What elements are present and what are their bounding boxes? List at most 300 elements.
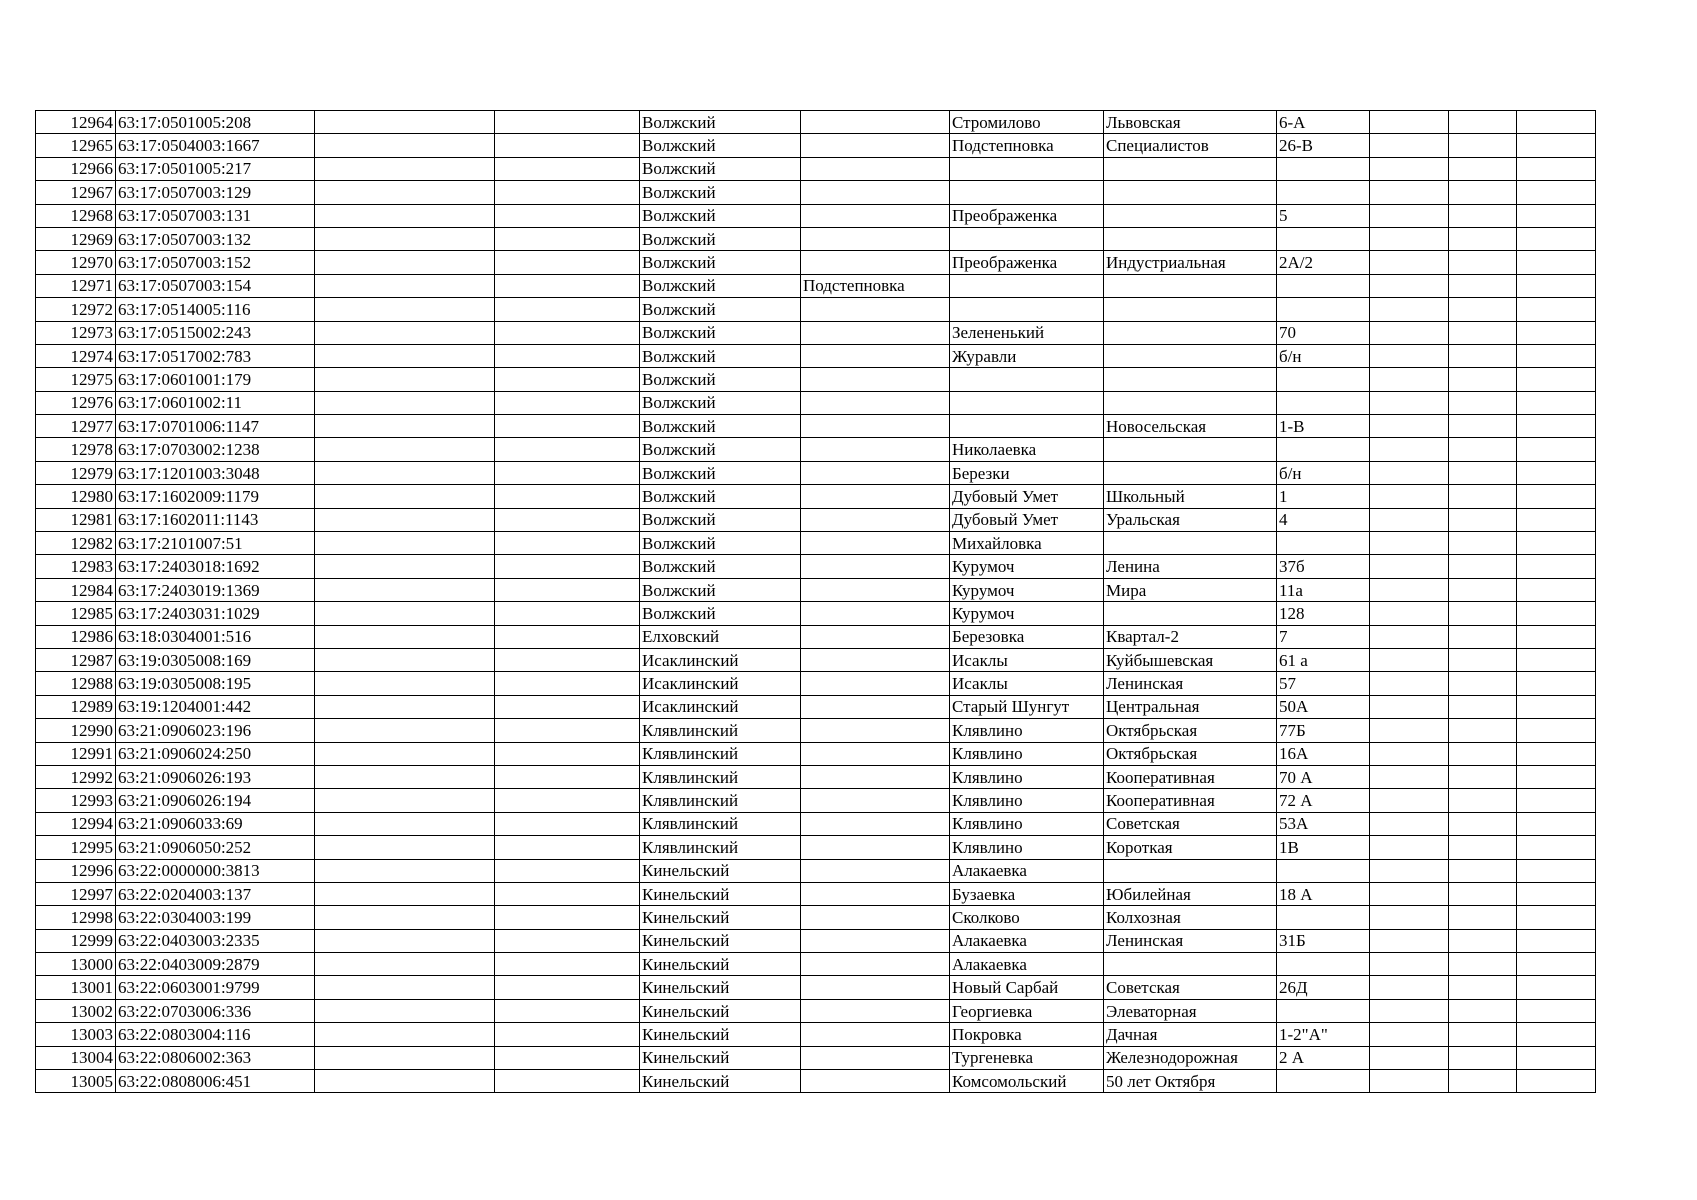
cell-num: 12986 <box>36 625 116 648</box>
cell-c12 <box>1517 906 1596 929</box>
cell-street: Индустриальная <box>1104 251 1277 274</box>
cell-street: Мира <box>1104 578 1277 601</box>
cell-district: Кинельский <box>640 1023 801 1046</box>
cell-num: 12987 <box>36 648 116 671</box>
cell-c12 <box>1517 227 1596 250</box>
cell-street <box>1104 859 1277 882</box>
cell-settlement: Клявлино <box>950 789 1104 812</box>
cell-cadastral: 63:18:0304001:516 <box>116 625 315 648</box>
cell-street: Кооперативная <box>1104 789 1277 812</box>
cell-num: 12983 <box>36 555 116 578</box>
cell-house: 70 <box>1277 321 1370 344</box>
cell-c3 <box>315 204 495 227</box>
cell-cadastral: 63:17:0601002:11 <box>116 391 315 414</box>
cell-settlement: Клявлино <box>950 812 1104 835</box>
table-row <box>36 298 1596 321</box>
cell-c11 <box>1449 648 1517 671</box>
table-row <box>36 1023 1596 1046</box>
table-row <box>36 181 1596 204</box>
cell-cadastral: 63:22:0703006:336 <box>116 999 315 1022</box>
table-row <box>36 555 1596 578</box>
cell-c11 <box>1449 976 1517 999</box>
cell-cadastral: 63:17:2101007:51 <box>116 532 315 555</box>
cell-house <box>1277 532 1370 555</box>
cell-c11 <box>1449 508 1517 531</box>
cell-c11 <box>1449 298 1517 321</box>
cell-district: Елховский <box>640 625 801 648</box>
cell-c6 <box>801 485 950 508</box>
cell-c3 <box>315 111 495 134</box>
cell-settlement: Курумоч <box>950 578 1104 601</box>
cell-c6 <box>801 672 950 695</box>
cell-settlement: Стромилово <box>950 111 1104 134</box>
cell-district: Кинельский <box>640 999 801 1022</box>
cell-c12 <box>1517 1070 1596 1093</box>
cell-street: Колхозная <box>1104 906 1277 929</box>
cell-c4 <box>495 789 640 812</box>
cell-c6 <box>801 648 950 671</box>
cell-c4 <box>495 461 640 484</box>
cell-c4 <box>495 555 640 578</box>
cell-district: Кинельский <box>640 1046 801 1069</box>
cell-street: Уральская <box>1104 508 1277 531</box>
cell-c10 <box>1370 555 1449 578</box>
cell-cadastral: 63:22:0000000:3813 <box>116 859 315 882</box>
cell-c3 <box>315 648 495 671</box>
cell-cadastral: 63:19:1204001:442 <box>116 695 315 718</box>
cell-c3 <box>315 391 495 414</box>
cell-c4 <box>495 532 640 555</box>
cell-c6 <box>801 578 950 601</box>
cell-c10 <box>1370 438 1449 461</box>
cell-settlement: Алакаевка <box>950 953 1104 976</box>
cell-cadastral: 63:17:0501005:217 <box>116 157 315 180</box>
cell-c6 <box>801 415 950 438</box>
cell-house: 72 А <box>1277 789 1370 812</box>
cell-house: 77Б <box>1277 719 1370 742</box>
cell-c6 <box>801 1023 950 1046</box>
cell-num: 12973 <box>36 321 116 344</box>
cell-c10 <box>1370 999 1449 1022</box>
cell-district: Кинельский <box>640 906 801 929</box>
cell-c3 <box>315 415 495 438</box>
cell-c12 <box>1517 695 1596 718</box>
cell-c11 <box>1449 625 1517 648</box>
cell-c4 <box>495 672 640 695</box>
cell-c3 <box>315 134 495 157</box>
cell-cadastral: 63:22:0403003:2335 <box>116 929 315 952</box>
cell-num: 12985 <box>36 602 116 625</box>
cell-num: 12969 <box>36 227 116 250</box>
cell-num: 13003 <box>36 1023 116 1046</box>
cell-c11 <box>1449 111 1517 134</box>
cell-num: 12978 <box>36 438 116 461</box>
cell-num: 13000 <box>36 953 116 976</box>
table-row <box>36 812 1596 835</box>
cell-settlement: Новый Сарбай <box>950 976 1104 999</box>
cell-num: 12996 <box>36 859 116 882</box>
cell-c3 <box>315 578 495 601</box>
cell-c6 <box>801 765 950 788</box>
cell-c6 <box>801 204 950 227</box>
data-table <box>35 110 1596 1093</box>
cell-c12 <box>1517 812 1596 835</box>
table-row <box>36 625 1596 648</box>
cell-c11 <box>1449 251 1517 274</box>
cell-street <box>1104 321 1277 344</box>
table-row <box>36 882 1596 905</box>
cell-district: Волжский <box>640 274 801 297</box>
cell-c10 <box>1370 508 1449 531</box>
cell-cadastral: 63:22:0403009:2879 <box>116 953 315 976</box>
cell-c12 <box>1517 532 1596 555</box>
cell-settlement: Дубовый Умет <box>950 485 1104 508</box>
cell-c12 <box>1517 648 1596 671</box>
cell-c11 <box>1449 999 1517 1022</box>
cell-house: 1 <box>1277 485 1370 508</box>
cell-cadastral: 63:22:0304003:199 <box>116 906 315 929</box>
cell-cadastral: 63:17:0703002:1238 <box>116 438 315 461</box>
cell-cadastral: 63:17:1602009:1179 <box>116 485 315 508</box>
cell-c12 <box>1517 602 1596 625</box>
cell-c12 <box>1517 999 1596 1022</box>
cell-cadastral: 63:21:0906024:250 <box>116 742 315 765</box>
cell-house: 53А <box>1277 812 1370 835</box>
cell-c12 <box>1517 953 1596 976</box>
cell-num: 12994 <box>36 812 116 835</box>
cell-num: 12984 <box>36 578 116 601</box>
cell-street: Советская <box>1104 812 1277 835</box>
cell-house: 16А <box>1277 742 1370 765</box>
cell-district: Кинельский <box>640 882 801 905</box>
cell-c11 <box>1449 882 1517 905</box>
cell-house: б/н <box>1277 461 1370 484</box>
cell-district: Волжский <box>640 134 801 157</box>
cell-street <box>1104 227 1277 250</box>
cell-district: Волжский <box>640 532 801 555</box>
table-row <box>36 1046 1596 1069</box>
cell-c10 <box>1370 578 1449 601</box>
cell-c4 <box>495 648 640 671</box>
cell-c11 <box>1449 765 1517 788</box>
cell-c6: Подстепновка <box>801 274 950 297</box>
cell-house: 26Д <box>1277 976 1370 999</box>
cell-c11 <box>1449 953 1517 976</box>
cell-c3 <box>315 461 495 484</box>
cell-cadastral: 63:22:0806002:363 <box>116 1046 315 1069</box>
cell-cadastral: 63:17:2403018:1692 <box>116 555 315 578</box>
cell-c6 <box>801 836 950 859</box>
cell-cadastral: 63:17:2403019:1369 <box>116 578 315 601</box>
table-row <box>36 578 1596 601</box>
cell-c4 <box>495 953 640 976</box>
cell-house <box>1277 298 1370 321</box>
cell-c11 <box>1449 602 1517 625</box>
cell-c6 <box>801 953 950 976</box>
cell-c3 <box>315 672 495 695</box>
cell-c11 <box>1449 929 1517 952</box>
cell-c12 <box>1517 321 1596 344</box>
cell-c4 <box>495 836 640 859</box>
cell-settlement <box>950 274 1104 297</box>
cell-cadastral: 63:17:0507003:132 <box>116 227 315 250</box>
cell-district: Кинельский <box>640 953 801 976</box>
cell-c4 <box>495 204 640 227</box>
cell-c12 <box>1517 882 1596 905</box>
cell-district: Кинельский <box>640 1070 801 1093</box>
cell-c11 <box>1449 695 1517 718</box>
cell-district: Исаклинский <box>640 672 801 695</box>
cell-c11 <box>1449 368 1517 391</box>
cell-cadastral: 63:21:0906050:252 <box>116 836 315 859</box>
cell-c12 <box>1517 204 1596 227</box>
cell-c10 <box>1370 906 1449 929</box>
cell-c11 <box>1449 555 1517 578</box>
cell-c4 <box>495 812 640 835</box>
cell-c12 <box>1517 438 1596 461</box>
cell-c12 <box>1517 134 1596 157</box>
cell-house <box>1277 181 1370 204</box>
cell-c10 <box>1370 648 1449 671</box>
table-row <box>36 344 1596 367</box>
cell-c4 <box>495 742 640 765</box>
cell-c4 <box>495 695 640 718</box>
cell-district: Клявлинский <box>640 719 801 742</box>
cell-c6 <box>801 906 950 929</box>
cell-c10 <box>1370 415 1449 438</box>
cell-num: 13004 <box>36 1046 116 1069</box>
cell-street <box>1104 298 1277 321</box>
cell-district: Волжский <box>640 485 801 508</box>
cell-num: 12998 <box>36 906 116 929</box>
cell-num: 12991 <box>36 742 116 765</box>
cell-street: Куйбышевская <box>1104 648 1277 671</box>
cell-cadastral: 63:17:0701006:1147 <box>116 415 315 438</box>
cell-cadastral: 63:17:0507003:131 <box>116 204 315 227</box>
cell-house <box>1277 859 1370 882</box>
cell-settlement: Зелененький <box>950 321 1104 344</box>
cell-c10 <box>1370 344 1449 367</box>
cell-c10 <box>1370 134 1449 157</box>
table-row <box>36 532 1596 555</box>
cell-c3 <box>315 298 495 321</box>
cell-settlement: Михайловка <box>950 532 1104 555</box>
table-row <box>36 836 1596 859</box>
cell-district: Клявлинский <box>640 742 801 765</box>
cell-c10 <box>1370 1046 1449 1069</box>
cell-c11 <box>1449 157 1517 180</box>
cell-c12 <box>1517 157 1596 180</box>
cell-street: Центральная <box>1104 695 1277 718</box>
table-row <box>36 648 1596 671</box>
cell-street: Школьный <box>1104 485 1277 508</box>
table-row <box>36 859 1596 882</box>
cell-c6 <box>801 438 950 461</box>
cell-street <box>1104 344 1277 367</box>
cell-c3 <box>315 532 495 555</box>
cell-c10 <box>1370 672 1449 695</box>
cell-district: Волжский <box>640 204 801 227</box>
cell-num: 12979 <box>36 461 116 484</box>
cell-c10 <box>1370 461 1449 484</box>
cell-street <box>1104 391 1277 414</box>
cell-settlement: Преображенка <box>950 251 1104 274</box>
cell-cadastral: 63:17:0507003:154 <box>116 274 315 297</box>
cell-settlement <box>950 391 1104 414</box>
cell-district: Волжский <box>640 555 801 578</box>
cell-c12 <box>1517 344 1596 367</box>
cell-c3 <box>315 508 495 531</box>
cell-c6 <box>801 321 950 344</box>
cell-street <box>1104 204 1277 227</box>
cell-c3 <box>315 953 495 976</box>
cell-settlement: Георгиевка <box>950 999 1104 1022</box>
cell-c11 <box>1449 415 1517 438</box>
cell-c4 <box>495 321 640 344</box>
cell-c3 <box>315 1023 495 1046</box>
cell-district: Волжский <box>640 251 801 274</box>
cell-settlement: Журавли <box>950 344 1104 367</box>
cell-c6 <box>801 695 950 718</box>
cell-c3 <box>315 344 495 367</box>
cell-settlement: Николаевка <box>950 438 1104 461</box>
cell-c11 <box>1449 438 1517 461</box>
cell-c11 <box>1449 532 1517 555</box>
cell-house <box>1277 391 1370 414</box>
table-row <box>36 461 1596 484</box>
cell-c6 <box>801 882 950 905</box>
cell-settlement: Алакаевка <box>950 929 1104 952</box>
cell-c10 <box>1370 976 1449 999</box>
cell-cadastral: 63:19:0305008:195 <box>116 672 315 695</box>
cell-num: 13002 <box>36 999 116 1022</box>
cell-c4 <box>495 344 640 367</box>
cell-settlement <box>950 181 1104 204</box>
cell-house: 2 А <box>1277 1046 1370 1069</box>
cell-settlement: Клявлино <box>950 719 1104 742</box>
cell-num: 12970 <box>36 251 116 274</box>
cell-num: 12992 <box>36 765 116 788</box>
cell-settlement: Преображенка <box>950 204 1104 227</box>
table-row <box>36 906 1596 929</box>
cell-district: Клявлинский <box>640 789 801 812</box>
cell-settlement: Старый Шунгут <box>950 695 1104 718</box>
cell-num: 12966 <box>36 157 116 180</box>
cell-settlement: Березки <box>950 461 1104 484</box>
table-row <box>36 438 1596 461</box>
cell-c12 <box>1517 719 1596 742</box>
cell-settlement: Алакаевка <box>950 859 1104 882</box>
table-row <box>36 111 1596 134</box>
cell-district: Волжский <box>640 321 801 344</box>
cell-house: 37б <box>1277 555 1370 578</box>
cell-district: Исаклинский <box>640 648 801 671</box>
cell-street: 50 лет Октября <box>1104 1070 1277 1093</box>
cell-settlement: Исаклы <box>950 672 1104 695</box>
cell-c10 <box>1370 719 1449 742</box>
cell-c4 <box>495 298 640 321</box>
cell-c6 <box>801 625 950 648</box>
cell-c10 <box>1370 929 1449 952</box>
cell-street: Ленинская <box>1104 672 1277 695</box>
cell-num: 13005 <box>36 1070 116 1093</box>
cell-c12 <box>1517 1046 1596 1069</box>
cell-house <box>1277 906 1370 929</box>
cell-c10 <box>1370 836 1449 859</box>
cell-settlement: Клявлино <box>950 765 1104 788</box>
cell-c10 <box>1370 204 1449 227</box>
cell-c10 <box>1370 695 1449 718</box>
cell-c12 <box>1517 929 1596 952</box>
cell-c4 <box>495 508 640 531</box>
cell-c6 <box>801 859 950 882</box>
cell-settlement: Клявлино <box>950 836 1104 859</box>
cell-c3 <box>315 602 495 625</box>
cell-street: Октябрьская <box>1104 742 1277 765</box>
cell-house: 57 <box>1277 672 1370 695</box>
cell-house: 1-В <box>1277 415 1370 438</box>
cell-num: 12965 <box>36 134 116 157</box>
cell-c11 <box>1449 181 1517 204</box>
table-row <box>36 976 1596 999</box>
cell-house: 7 <box>1277 625 1370 648</box>
cell-num: 12990 <box>36 719 116 742</box>
table-body <box>36 111 1596 1093</box>
cell-c3 <box>315 1046 495 1069</box>
cell-c10 <box>1370 485 1449 508</box>
table-row <box>36 929 1596 952</box>
cell-district: Клявлинский <box>640 836 801 859</box>
cell-c4 <box>495 602 640 625</box>
cell-c11 <box>1449 719 1517 742</box>
cell-district: Волжский <box>640 461 801 484</box>
cell-settlement <box>950 157 1104 180</box>
cell-cadastral: 63:21:0906026:193 <box>116 765 315 788</box>
cell-c3 <box>315 812 495 835</box>
cell-c11 <box>1449 1023 1517 1046</box>
cell-c6 <box>801 227 950 250</box>
cell-house <box>1277 368 1370 391</box>
cell-c3 <box>315 695 495 718</box>
cell-district: Волжский <box>640 181 801 204</box>
cell-house: 18 А <box>1277 882 1370 905</box>
table-row <box>36 134 1596 157</box>
cell-c6 <box>801 391 950 414</box>
cell-c6 <box>801 555 950 578</box>
cell-c6 <box>801 929 950 952</box>
cell-c6 <box>801 134 950 157</box>
cell-c10 <box>1370 298 1449 321</box>
cell-c10 <box>1370 321 1449 344</box>
table-row <box>36 227 1596 250</box>
table-row <box>36 999 1596 1022</box>
cell-house: 2А/2 <box>1277 251 1370 274</box>
cell-c12 <box>1517 181 1596 204</box>
cell-c3 <box>315 181 495 204</box>
cell-settlement: Курумоч <box>950 602 1104 625</box>
cell-c6 <box>801 532 950 555</box>
cell-house: 1В <box>1277 836 1370 859</box>
cell-settlement <box>950 227 1104 250</box>
cell-num: 12967 <box>36 181 116 204</box>
cell-c4 <box>495 765 640 788</box>
cell-c11 <box>1449 485 1517 508</box>
cell-cadastral: 63:17:1602011:1143 <box>116 508 315 531</box>
cell-street <box>1104 461 1277 484</box>
cell-cadastral: 63:22:0808006:451 <box>116 1070 315 1093</box>
cell-c11 <box>1449 578 1517 601</box>
cell-c3 <box>315 976 495 999</box>
